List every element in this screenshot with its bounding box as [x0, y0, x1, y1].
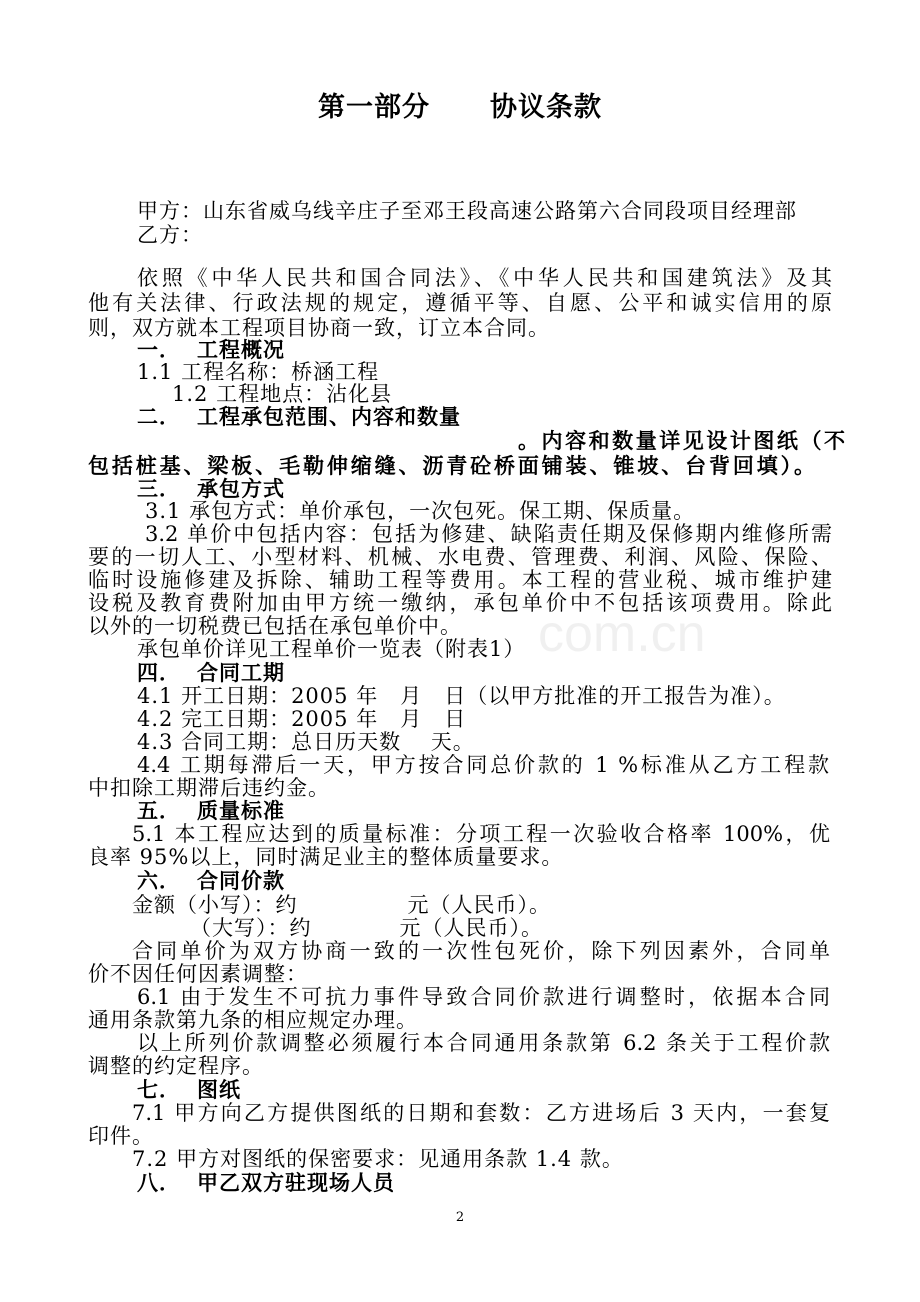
- section-title: 图纸: [197, 1077, 241, 1102]
- clause-line: 7.1 甲方向乙方提供图纸的日期和套数：乙方进场后 3 天内，一套复: [132, 1101, 830, 1125]
- clause-line: 4.3 合同工期：总日历天数 天。: [137, 730, 475, 754]
- clause-line: 1.1 工程名称：桥涵工程: [137, 360, 380, 384]
- clause-line: 4.2 完工日期：2005 年 月 日: [137, 707, 467, 731]
- intro-line: 他有关法律、行政法规的规定，遵循平等、自愿、公平和诚实信用的原: [88, 291, 832, 315]
- clause-line: 价不因任何因素调整：: [88, 962, 308, 986]
- section-heading: [137, 869, 285, 893]
- section-title: 甲乙双方驻现场人员: [197, 1170, 395, 1195]
- page-number: 2: [455, 1210, 465, 1225]
- section-number: 四．: [137, 660, 181, 685]
- clause-line: 良率 95%以上，同时满足业主的整体质量要求。: [88, 845, 564, 869]
- watermark: com.cn: [538, 605, 706, 663]
- clause-line: 以上所列价款调整必须履行本合同通用条款第 6.2 条关于工程价款: [137, 1031, 830, 1055]
- clause-line: 中扣除工期滞后违约金。: [88, 776, 330, 800]
- section-heading: [137, 661, 285, 685]
- section-heading: [137, 799, 285, 823]
- section-title: 工程承包范围、内容和数量: [197, 404, 461, 429]
- clause-line: 1.2 工程地点：沾化县: [172, 382, 393, 406]
- section-number: 六．: [137, 868, 181, 893]
- clause-line: 4.4 工期每滞后一天，甲方按合同总价款的 1 %标准从乙方工程款: [137, 753, 829, 777]
- section-title: 合同工期: [197, 660, 285, 685]
- clause-line: 设税及教育费附加由甲方统一缴纳，承包单价中不包括该项费用。除此: [88, 591, 832, 615]
- section-heading: [137, 477, 285, 501]
- clause-line: 通用条款第九条的相应规定办理。: [88, 1008, 418, 1032]
- clause-line: 6.1 由于发生不可抗力事件导致合同价款进行调整时，依据本合同: [137, 985, 830, 1009]
- section-title: 质量标准: [197, 798, 285, 823]
- section-number: 七．: [137, 1077, 181, 1102]
- intro-line: 依照《中华人民共和国合同法》、《中华人民共和国建筑法》及其: [137, 266, 832, 290]
- clause-line: 合同单价为双方协商一致的一次性包死价，除下列因素外，合同单: [132, 939, 830, 963]
- clause-line: 以外的一切税费已包括在承包单价中。: [88, 614, 462, 638]
- section-number: 八．: [137, 1170, 181, 1195]
- section-number: 一．: [137, 337, 181, 362]
- clause-line: 5.1 本工程应达到的质量标准：分项工程一次验收合格率 100%，优: [132, 822, 830, 846]
- clause-line: 3.1 承包方式：单价承包，一次包死。保工期、保质量。: [145, 499, 696, 523]
- clause-line: 。内容和数量详见设计图纸（不: [518, 429, 845, 453]
- section-number: 三．: [137, 476, 181, 501]
- section-heading: [137, 338, 285, 362]
- clause-line: 印件。: [88, 1124, 154, 1148]
- section-title: 工程概况: [197, 337, 285, 362]
- clause-line: 调整的约定程序。: [88, 1054, 264, 1078]
- clause-line: 4.1 开工日期：2005 年 月 日（以甲方批准的开工报告为准）。: [137, 684, 786, 708]
- intro-line: 则，双方就本工程项目协商一致，订立本合同。: [88, 316, 550, 340]
- section-heading: [137, 1171, 395, 1195]
- amount-uppercase-line: （大写）：约 元（人民币）。: [190, 916, 543, 940]
- section-number: 二．: [137, 404, 181, 429]
- title-part: 第一部分: [318, 92, 430, 123]
- clause-line: 3.2 单价中包括内容：包括为修建、缺陷责任期及保修期内维修所需: [145, 522, 832, 546]
- clause-line: 7.2 甲方对图纸的保密要求：见通用条款 1.4 款。: [132, 1147, 624, 1171]
- title-name: 协议条款: [490, 92, 602, 123]
- section-heading: [137, 1078, 241, 1102]
- clause-line: 要的一切人工、小型材料、机械、水电费、管理费、利润、风险、保险、: [88, 545, 832, 569]
- section-title: 合同价款: [197, 868, 285, 893]
- party-b-line: 乙方：: [137, 223, 203, 247]
- clause-line: 承包单价详见工程单价一览表（附表1）: [137, 637, 526, 661]
- clause-line: 包括桩基、梁板、毛勒伸缩缝、沥青砼桥面铺装、锥坡、台背回填）。: [88, 454, 815, 478]
- party-a-line: 甲方：山东省威乌线辛庄子至邓王段高速公路第六合同段项目经理部: [137, 199, 797, 223]
- amount-lowercase-line: 金额（小写）：约 元（人民币）。: [132, 893, 551, 917]
- section-number: 五．: [137, 798, 181, 823]
- section-heading: [137, 405, 461, 429]
- section-title: 承包方式: [197, 476, 285, 501]
- page-title: [0, 92, 920, 124]
- clause-line: 临时设施修建及拆除、辅助工程等费用。本工程的营业税、城市维护建: [88, 568, 832, 592]
